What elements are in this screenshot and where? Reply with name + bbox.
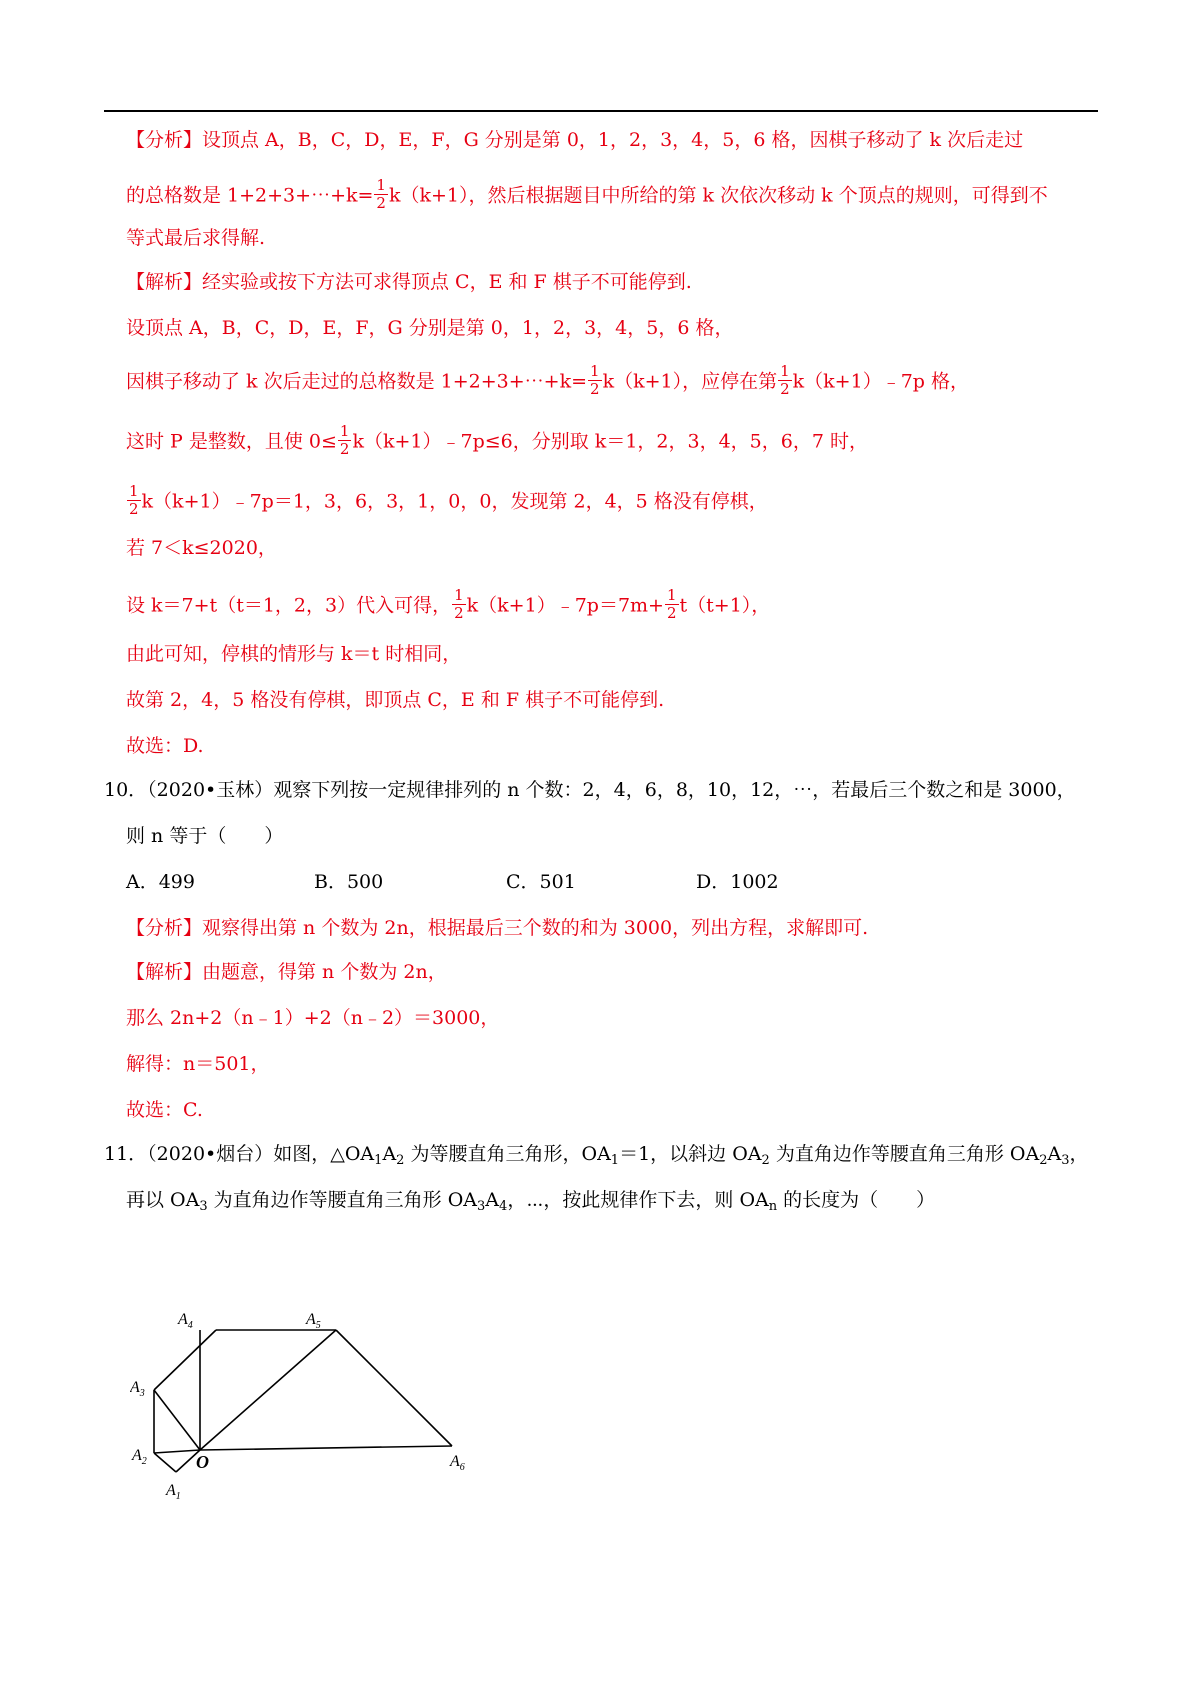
q9-solution-line-1 <box>126 268 692 296</box>
solution-text: 这时 P 是整数，且使 0≤ <box>126 430 337 453</box>
label-a5: $A_5$ <box>306 1311 321 1331</box>
solution-text: 设 k＝7+t（t＝1，2，3）代入可得， <box>126 594 452 617</box>
stem-text: ＝1，以斜边 OA <box>619 1143 762 1165</box>
q9-solution-line-7 <box>126 586 771 623</box>
analysis-text: 设顶点 A，B，C，D，E，F，G 分别是第 0，1，2，3，4，5，6 格，因棋子移动了 k 次后走过 <box>202 129 1024 151</box>
analysis-text: k（k+1），然后根据题目中所给的第 k 次依次移动 k 个顶点的规则，可得到不 <box>388 184 1048 207</box>
label-a1: $A_1$ <box>166 1482 181 1502</box>
solution-text: 经实验或按下方法可求得顶点 C，E 和 F 棋子不可能停到. <box>202 271 692 293</box>
stem-text: 的长度为（ ） <box>777 1189 936 1211</box>
q9-analysis-line-1 <box>126 126 1023 154</box>
solution-text: t（t+1）， <box>679 594 771 617</box>
solution-text: 由题意，得第 n 个数为 2n， <box>202 961 447 983</box>
subscript: 1 <box>374 1153 383 1168</box>
q10-stem-line-1: 10．（2020•玉林）观察下列按一定规律排列的 n 个数：2，4，6，8，10，12，⋯，若最后三个数之和是 3000， <box>104 779 1076 801</box>
subscript: 3 <box>1061 1153 1070 1168</box>
solution-text: 因棋子移动了 k 次后走过的总格数是 1+2+3+⋯+k= <box>126 370 588 393</box>
solution-tag: 【解析】 <box>126 271 203 293</box>
segment-o-a2 <box>154 1450 200 1453</box>
analysis-tag: 【分析】 <box>126 129 203 151</box>
analysis-text: 的总格数是 1+2+3+⋯+k= <box>126 184 374 207</box>
solution-text: k（k+1）﹣7p 格， <box>792 370 969 393</box>
q9-solution-line-4 <box>126 422 868 459</box>
fraction-one-half: $\frac{1}{2}$ <box>780 362 790 398</box>
q9-solution-line-9: 故第 2，4，5 格没有停棋，即顶点 C，E 和 F 棋子不可能停到. <box>126 689 665 711</box>
label-o: O <box>196 1452 209 1472</box>
q9-solution-line-6: 若 7＜k≤2020， <box>126 537 277 559</box>
header-rule <box>104 110 1098 112</box>
q10-analysis <box>126 914 868 942</box>
q9-solution-line-5 <box>126 482 768 519</box>
q10-solution-line-3: 解得：n＝501， <box>126 1053 270 1075</box>
q9-solution-line-2: 设顶点 A，B，C，D，E，F，G 分别是第 0，1，2，3，4，5，6 格， <box>126 317 734 339</box>
segment-o-a6 <box>200 1446 452 1450</box>
option-d: D．1002 <box>696 871 779 893</box>
segment-a5-a6 <box>336 1330 452 1446</box>
stem-text: A <box>382 1143 397 1165</box>
solution-text: k（k+1）﹣7p≤6，分别取 k＝1，2，3，4，5，6，7 时， <box>352 430 868 453</box>
subscript: 2 <box>1039 1153 1048 1168</box>
q9-analysis-line-2 <box>126 176 1048 213</box>
q11-stem-line-2 <box>126 1186 935 1214</box>
q10-stem-line-2: 则 n 等于（ ） <box>126 825 284 847</box>
analysis-tag: 【分析】 <box>126 917 203 939</box>
label-a6: $A_6$ <box>450 1453 465 1473</box>
fraction-one-half: $\frac{1}{2}$ <box>339 422 350 458</box>
fraction-one-half: $\frac{1}{2}$ <box>590 362 600 398</box>
subscript: 2 <box>396 1153 405 1168</box>
stem-text: 为直角边作等腰直角三角形 OA <box>769 1143 1040 1165</box>
stem-text: A <box>485 1189 500 1211</box>
segment-a3-a4 <box>154 1330 216 1390</box>
stem-text: A <box>1047 1143 1062 1165</box>
subscript: 4 <box>499 1199 508 1214</box>
stem-text: 11．（2020•烟台）如图，△OA <box>104 1143 375 1165</box>
q11-stem-line-1 <box>104 1140 1089 1168</box>
solution-text: k（k+1）﹣7p＝7m+ <box>466 594 664 617</box>
subscript: n <box>768 1199 778 1214</box>
q9-analysis-line-3: 等式最后求得解. <box>126 227 266 249</box>
fraction-one-half: $\frac{1}{2}$ <box>376 176 386 212</box>
analysis-text: 观察得出第 n 个数为 2n，根据最后三个数的和为 3000，列出方程，求解即可. <box>202 917 869 939</box>
stem-text: 为等腰直角三角形，OA <box>404 1143 611 1165</box>
subscript: 3 <box>477 1199 486 1214</box>
solution-text: k（k+1）﹣7p＝1，3，6，3，1，0，0，发现第 2，4，5 格没有停棋， <box>141 490 768 513</box>
q10-answer-choice: 故选：C. <box>126 1099 203 1121</box>
q9-solution-line-8: 由此可知，停棋的情形与 k＝t 时相同， <box>126 643 462 665</box>
subscript: 3 <box>199 1199 208 1214</box>
fraction-one-half: $\frac{1}{2}$ <box>129 482 139 518</box>
subscript: 2 <box>761 1153 770 1168</box>
segment-o-a3 <box>154 1390 200 1450</box>
q10-solution-line-1 <box>126 958 447 986</box>
stem-text: ， <box>1069 1143 1089 1165</box>
q10-options <box>126 868 826 896</box>
q10-solution-line-2: 那么 2n+2（n﹣1）+2（n﹣2）＝3000， <box>126 1007 500 1029</box>
solution-text: k（k+1），应停在第 <box>602 370 778 393</box>
isosceles-right-triangle-diagram <box>130 1300 470 1530</box>
solution-tag: 【解析】 <box>126 961 203 983</box>
fraction-one-half: $\frac{1}{2}$ <box>666 586 677 622</box>
segment-a1-a2 <box>154 1453 176 1472</box>
segment-o-a5 <box>200 1330 336 1450</box>
option-a: A．499 <box>126 871 195 893</box>
q9-answer-choice: 故选：D. <box>126 735 204 757</box>
stem-text: 再以 OA <box>126 1189 200 1211</box>
q9-solution-line-3 <box>126 362 969 399</box>
option-b: B．500 <box>314 871 384 893</box>
label-a2: $A_2$ <box>132 1447 147 1467</box>
stem-text: 为直角边作等腰直角三角形 OA <box>207 1189 478 1211</box>
subscript: 1 <box>610 1153 620 1168</box>
option-c: C．501 <box>506 871 576 893</box>
label-a3: $A_3$ <box>130 1379 145 1399</box>
label-a4: $A_4$ <box>178 1311 193 1331</box>
stem-text: ，⋯，按此规律作下去，则 OA <box>507 1189 769 1211</box>
fraction-one-half: $\frac{1}{2}$ <box>454 586 464 622</box>
